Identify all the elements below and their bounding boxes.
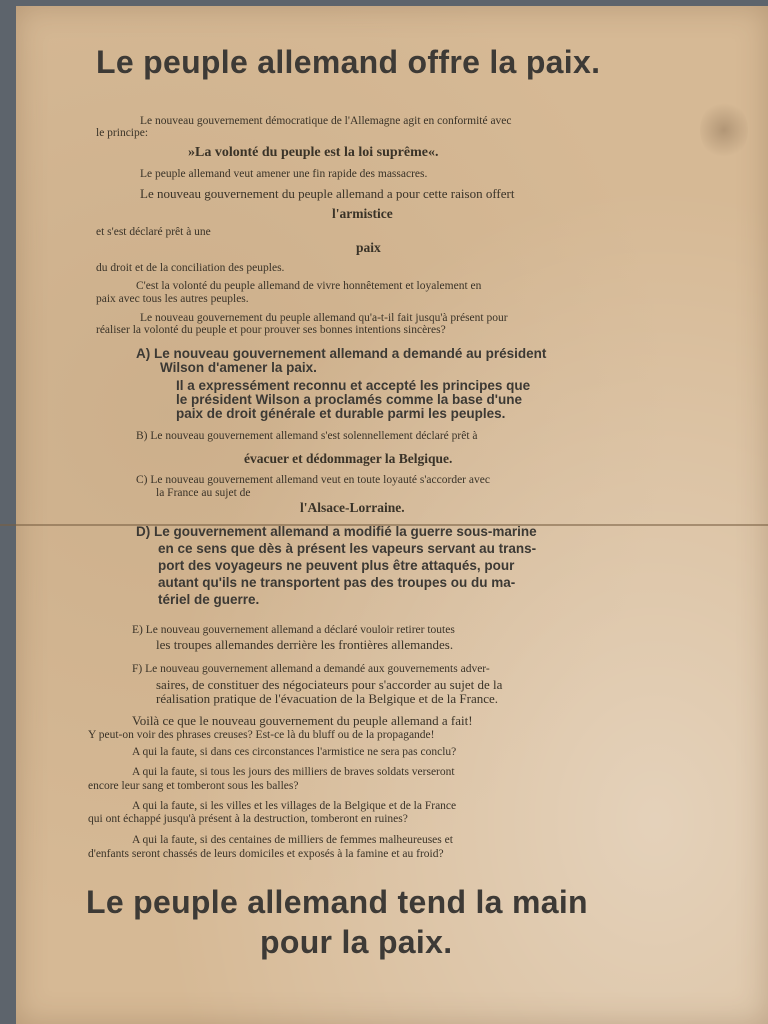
point-e-line-1: E) Le nouveau gouvernement allemand a déclaré vouloir retirer toutes: [132, 624, 455, 636]
intro-line-1: Le nouveau gouvernement démocratique de l'Allemagne agit en conformité avec: [140, 115, 512, 127]
point-a-line-4: le président Wilson a proclamés comme la base d'une: [176, 392, 522, 407]
intro-line-1b: le principe:: [96, 127, 149, 139]
point-a-line-5: paix de droit générale et durable parmi les peuples.: [176, 406, 506, 421]
faute-line-3b: qui ont échappé jusqu'à présent à la destruction, tomberont en ruines?: [88, 813, 408, 825]
point-c-line-2: la France au sujet de: [156, 487, 251, 499]
point-c-line-1: C) Le nouveau gouvernement allemand veut en toute loyauté s'accorder avec: [136, 474, 490, 486]
point-a-line-3: Il a expressément reconnu et accepté les principes que: [176, 378, 531, 393]
faute-line-3a: A qui la faute, si les villes et les villages de la Belgique et de la France: [132, 800, 457, 812]
point-d-line-2: en ce sens que dès à présent les vapeurs servant au trans-: [158, 541, 537, 556]
faute-line-1: A qui la faute, si dans ces circonstances l'armistice ne sera pas conclu?: [132, 746, 457, 758]
document-title: Le peuple allemand offre la paix.: [96, 44, 601, 80]
point-d-line-5: tériel de guerre.: [158, 592, 260, 607]
question-line-1: Le nouveau gouvernement du peuple allemand qu'a-t-il fait jusqu'à présent pour: [140, 312, 508, 324]
point-f-line-2: saires, de constituer des négociateurs pour s'accorder au sujet de la: [156, 677, 503, 692]
point-f-line-3: réalisation pratique de l'évacuation de la Belgique et de la France.: [156, 691, 499, 706]
intro-line-3: Le nouveau gouvernement du peuple allemand a pour cette raison offert: [140, 186, 515, 201]
point-d-line-1: D) Le gouvernement allemand a modifié la guerre sous-marine: [136, 524, 537, 539]
point-d-line-3: port des voyageurs ne peuvent plus être attaqués, pour: [158, 558, 515, 573]
closing-line-1: Le peuple allemand tend la main: [86, 884, 588, 920]
faute-line-2a: A qui la faute, si tous les jours des milliers de braves soldats verseront: [132, 766, 455, 778]
point-a-line-2: Wilson d'amener la paix.: [160, 360, 317, 375]
principle-quote: »La volonté du peuple est la loi suprême«.: [188, 145, 439, 160]
declared-line: et s'est déclaré prêt à une: [96, 226, 211, 238]
armistice-heading: l'armistice: [332, 206, 393, 221]
volonte-line-1: C'est la volonté du peuple allemand de vivre honnêtement et loyalement en: [136, 280, 482, 292]
point-e-line-2: les troupes allemandes derrière les frontières allemandes.: [156, 637, 454, 652]
faute-line-2b: encore leur sang et tomberont sous les balles?: [88, 780, 299, 792]
paix-heading: paix: [356, 240, 381, 255]
point-f-line-1: F) Le nouveau gouvernement allemand a demandé aux gouvernements adver-: [132, 663, 490, 675]
faute-line-4b: d'enfants seront chassés de leurs domiciles et exposés à la famine et au froid?: [88, 848, 444, 860]
point-d-line-4: autant qu'ils ne transportent pas des troupes ou du ma-: [158, 575, 516, 590]
voila-line-1: Voilà ce que le nouveau gouvernement du peuple allemand a fait!: [132, 713, 473, 728]
point-b-line-1: B) Le nouveau gouvernement allemand s'est solennellement déclaré prêt à: [136, 430, 478, 442]
question-line-2: réaliser la volonté du peuple et pour prouver ses bonnes intentions sincères?: [96, 324, 446, 336]
closing-line-2: pour la paix.: [260, 924, 453, 960]
faute-line-4a: A qui la faute, si des centaines de milliers de femmes malheureuses et: [132, 834, 453, 846]
point-b-line-2: évacuer et dédommager la Belgique.: [244, 451, 453, 466]
paper-stain: [700, 100, 748, 160]
voila-line-2: Y peut-on voir des phrases creuses? Est-ce là du bluff ou de la propagande!: [88, 729, 435, 741]
droit-line: du droit et de la conciliation des peuples.: [96, 262, 285, 274]
point-a-line-1: A) Le nouveau gouvernement allemand a demandé au président: [136, 346, 547, 361]
intro-line-2: Le peuple allemand veut amener une fin rapide des massacres.: [140, 168, 428, 180]
point-c-line-3: l'Alsace-Lorraine.: [300, 500, 405, 515]
volonte-line-2: paix avec tous les autres peuples.: [96, 293, 249, 305]
